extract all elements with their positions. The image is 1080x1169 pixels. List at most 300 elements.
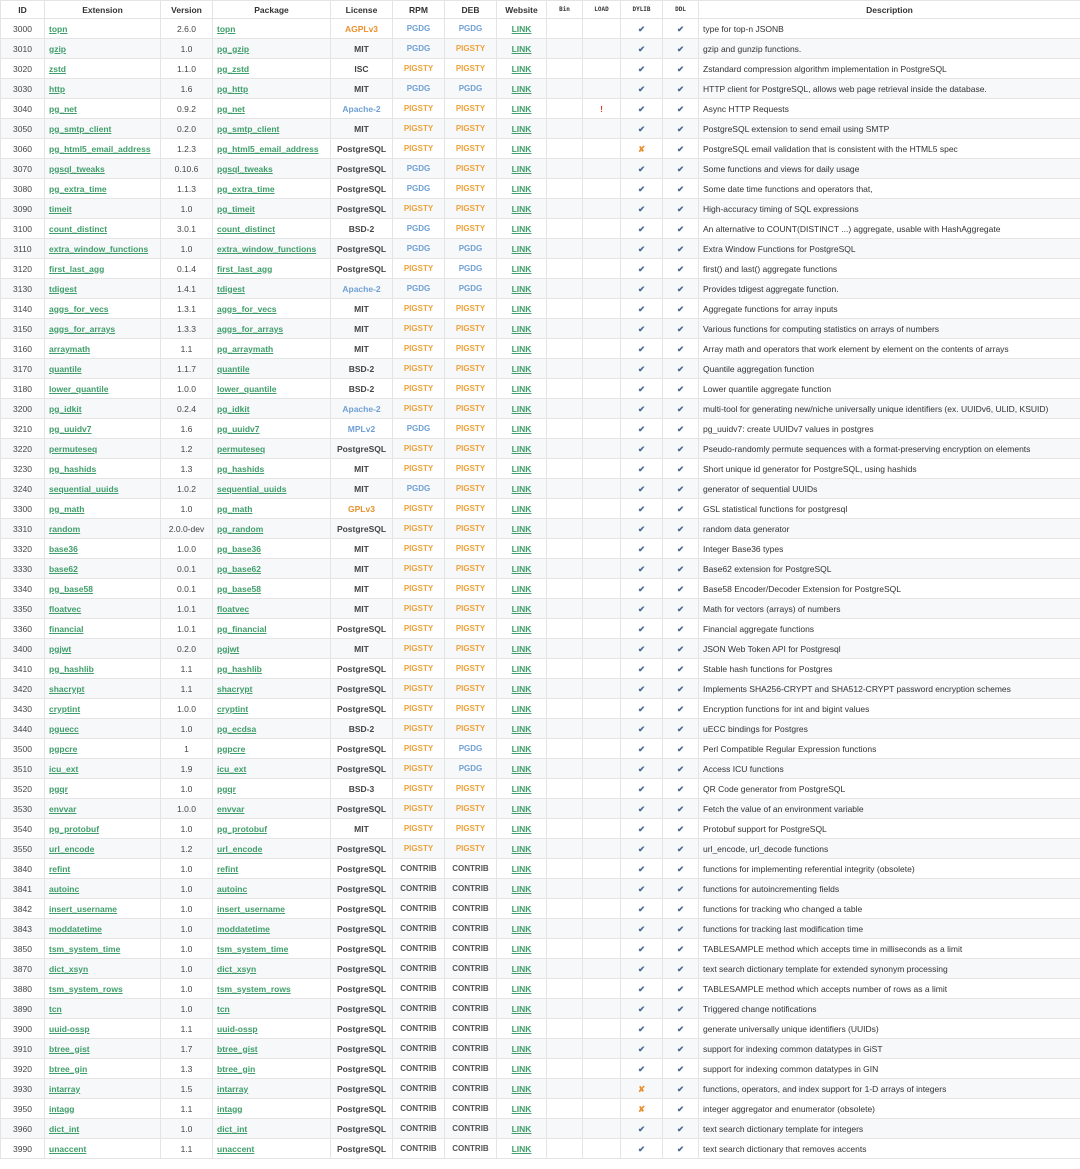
package-link[interactable]: pg_base62: [217, 563, 261, 574]
website-link[interactable]: LINK: [511, 523, 532, 534]
cell-ddl: ✔: [663, 259, 699, 279]
extension-link[interactable]: pgjwt: [49, 643, 72, 654]
package-link[interactable]: tsm_system_rows: [217, 983, 291, 994]
website-link[interactable]: LINK: [511, 723, 532, 734]
cell-dylib: ✔: [621, 1059, 663, 1079]
extension-link[interactable]: uuid-ossp: [49, 1023, 90, 1034]
col-header-dylib[interactable]: DYLIB: [621, 1, 663, 19]
cell-ddl: ✔: [663, 719, 699, 739]
cell-extension: [45, 1139, 161, 1159]
cell-rpm: PIGSTY: [393, 519, 445, 539]
cell-rpm: PGDG: [393, 39, 445, 59]
extension-link[interactable]: aggs_for_arrays: [49, 323, 116, 334]
extension-link[interactable]: dict_int: [49, 1123, 80, 1134]
website-link[interactable]: LINK: [511, 83, 532, 94]
website-link[interactable]: LINK: [511, 1103, 532, 1114]
extension-link[interactable]: unaccent: [49, 1143, 87, 1154]
cell-license: PostgreSQL: [331, 619, 393, 639]
package-link[interactable]: pg_idkit: [217, 403, 250, 414]
package-link[interactable]: dict_xsyn: [217, 963, 257, 974]
extension-link[interactable]: tdigest: [49, 283, 77, 294]
package-link[interactable]: pg_base36: [217, 543, 261, 554]
package-link[interactable]: lower_quantile: [217, 383, 277, 394]
cell-id: 3910: [1, 1039, 45, 1059]
package-link[interactable]: intagg: [217, 1103, 243, 1114]
extension-link[interactable]: tcn: [49, 1003, 62, 1014]
cell-version: 1.0: [161, 39, 213, 59]
website-link[interactable]: LINK: [511, 803, 532, 814]
package-link[interactable]: pg_net: [217, 103, 245, 114]
package-link[interactable]: pgjwt: [217, 643, 240, 654]
package-link[interactable]: envvar: [217, 803, 245, 814]
cell-license: MIT: [331, 599, 393, 619]
website-link[interactable]: LINK: [511, 943, 532, 954]
website-link[interactable]: LINK: [511, 403, 532, 414]
extension-link[interactable]: pgsql_tweaks: [49, 163, 105, 174]
cell-load: [583, 19, 621, 39]
col-header-rpm[interactable]: RPM: [393, 1, 445, 19]
package-link[interactable]: aggs_for_arrays: [217, 323, 284, 334]
extension-link[interactable]: intagg: [49, 1103, 75, 1114]
col-header-deb[interactable]: DEB: [445, 1, 497, 19]
extension-link[interactable]: btree_gist: [49, 1043, 90, 1054]
cell-id: 3840: [1, 859, 45, 879]
col-header-version[interactable]: Version: [161, 1, 213, 19]
cell-description: functions for autoincrementing fields: [699, 879, 1080, 899]
extension-link[interactable]: pg_smtp_client: [49, 123, 112, 134]
cell-package: [213, 279, 331, 299]
website-link[interactable]: LINK: [511, 663, 532, 674]
extension-link[interactable]: zstd: [49, 63, 66, 74]
extension-link[interactable]: pg_protobuf: [49, 823, 100, 834]
package-link[interactable]: pg_gzip: [217, 43, 250, 54]
col-header-load[interactable]: LOAD: [583, 1, 621, 19]
cell-deb: PIGSTY: [445, 199, 497, 219]
package-link[interactable]: extra_window_functions: [217, 243, 317, 254]
extension-link[interactable]: first_last_agg: [49, 263, 105, 274]
cell-bin: [547, 1139, 583, 1159]
table-row: [1, 959, 1080, 979]
cell-ddl: ✔: [663, 299, 699, 319]
cell-package: [213, 1139, 331, 1159]
cell-load: [583, 599, 621, 619]
website-link[interactable]: LINK: [511, 583, 532, 594]
website-link[interactable]: LINK: [511, 103, 532, 114]
extension-link[interactable]: base62: [49, 563, 78, 574]
extension-link[interactable]: count_distinct: [49, 223, 108, 234]
col-header-ddl[interactable]: DDL: [663, 1, 699, 19]
extension-link[interactable]: arraymath: [49, 343, 91, 354]
cell-description: Triggered change notifications: [699, 999, 1080, 1019]
extension-link[interactable]: financial: [49, 623, 84, 634]
cell-bin: [547, 939, 583, 959]
website-link[interactable]: LINK: [511, 483, 532, 494]
cell-load: [583, 319, 621, 339]
cell-ddl: ✔: [663, 819, 699, 839]
website-link[interactable]: LINK: [511, 1043, 532, 1054]
cell-version: 0.2.0: [161, 639, 213, 659]
website-link[interactable]: LINK: [511, 863, 532, 874]
cell-id: 3550: [1, 839, 45, 859]
website-link[interactable]: LINK: [511, 983, 532, 994]
website-link[interactable]: LINK: [511, 1123, 532, 1134]
package-link[interactable]: tcn: [217, 1003, 230, 1014]
package-link[interactable]: moddatetime: [217, 923, 270, 934]
cell-id: 3843: [1, 919, 45, 939]
package-link[interactable]: pg_hashlib: [217, 663, 262, 674]
website-link[interactable]: LINK: [511, 643, 532, 654]
cell-rpm: CONTRIB: [393, 959, 445, 979]
cell-package: [213, 1079, 331, 1099]
cell-package: [213, 399, 331, 419]
cell-dylib: ✔: [621, 239, 663, 259]
website-link[interactable]: LINK: [511, 123, 532, 134]
cell-bin: [547, 339, 583, 359]
website-link[interactable]: LINK: [511, 343, 532, 354]
extension-link[interactable]: intarray: [49, 1083, 81, 1094]
cell-dylib: ✔: [621, 439, 663, 459]
cell-dylib: ✔: [621, 519, 663, 539]
cell-extension: [45, 679, 161, 699]
package-link[interactable]: pg_extra_time: [217, 183, 275, 194]
website-link[interactable]: LINK: [511, 463, 532, 474]
cell-deb: PIGSTY: [445, 179, 497, 199]
extension-link[interactable]: sequential_uuids: [49, 483, 119, 494]
cell-rpm: CONTRIB: [393, 1119, 445, 1139]
package-link[interactable]: url_encode: [217, 843, 263, 854]
cell-license: PostgreSQL: [331, 859, 393, 879]
extension-link[interactable]: base36: [49, 543, 78, 554]
package-link[interactable]: pg_arraymath: [217, 343, 274, 354]
cell-description: High-accuracy timing of SQL expressions: [699, 199, 1080, 219]
cell-bin: [547, 299, 583, 319]
extension-link[interactable]: btree_gin: [49, 1063, 88, 1074]
cell-rpm: PIGSTY: [393, 619, 445, 639]
cell-license: MIT: [331, 819, 393, 839]
website-link[interactable]: LINK: [511, 743, 532, 754]
extension-link[interactable]: topn: [49, 23, 68, 34]
extension-link[interactable]: quantile: [49, 363, 82, 374]
website-link[interactable]: LINK: [511, 603, 532, 614]
extension-link[interactable]: http: [49, 83, 66, 94]
package-link[interactable]: pg_financial: [217, 623, 267, 634]
extension-link[interactable]: pg_idkit: [49, 403, 82, 414]
cell-extension: [45, 379, 161, 399]
website-link[interactable]: LINK: [511, 263, 532, 274]
extension-link[interactable]: pguecc: [49, 723, 79, 734]
cell-extension: [45, 199, 161, 219]
extension-link[interactable]: random: [49, 523, 81, 534]
package-link[interactable]: pg_hashids: [217, 463, 265, 474]
extension-link[interactable]: pgpcre: [49, 743, 78, 754]
website-link[interactable]: LINK: [511, 203, 532, 214]
package-link[interactable]: pgpcre: [217, 743, 246, 754]
col-header-website[interactable]: Website: [497, 1, 547, 19]
package-link[interactable]: btree_gin: [217, 1063, 256, 1074]
cell-version: 1.1: [161, 1139, 213, 1159]
extension-link[interactable]: insert_username: [49, 903, 118, 914]
cell-bin: [547, 479, 583, 499]
package-link[interactable]: pg_math: [217, 503, 253, 514]
extension-link[interactable]: refint: [49, 863, 71, 874]
website-link[interactable]: LINK: [511, 1083, 532, 1094]
extension-link[interactable]: pg_hashlib: [49, 663, 94, 674]
extension-link[interactable]: extra_window_functions: [49, 243, 149, 254]
cell-load: [583, 1039, 621, 1059]
package-link[interactable]: pgsql_tweaks: [217, 163, 273, 174]
cell-dylib: ✔: [621, 619, 663, 639]
website-link[interactable]: LINK: [511, 763, 532, 774]
package-link[interactable]: first_last_agg: [217, 263, 273, 274]
website-link[interactable]: LINK: [511, 443, 532, 454]
extension-link[interactable]: pg_html5_email_address: [49, 143, 151, 154]
cell-ddl: ✔: [663, 539, 699, 559]
package-link[interactable]: pg_http: [217, 83, 249, 94]
cell-website: [497, 779, 547, 799]
website-link[interactable]: LINK: [511, 703, 532, 714]
package-link[interactable]: dict_int: [217, 1123, 248, 1134]
extension-link[interactable]: tsm_system_rows: [49, 983, 123, 994]
package-link[interactable]: intarray: [217, 1083, 249, 1094]
website-link[interactable]: LINK: [511, 883, 532, 894]
cell-dylib: ✔: [621, 379, 663, 399]
package-link[interactable]: pg_timeit: [217, 203, 255, 214]
cell-version: 1.0: [161, 779, 213, 799]
website-link[interactable]: LINK: [511, 163, 532, 174]
cell-ddl: ✔: [663, 199, 699, 219]
website-link[interactable]: LINK: [511, 243, 532, 254]
website-link[interactable]: LINK: [511, 23, 532, 34]
col-header-description[interactable]: Description: [699, 1, 1080, 19]
col-header-extension[interactable]: Extension: [45, 1, 161, 19]
cell-load: [583, 579, 621, 599]
cell-website: [497, 359, 547, 379]
cell-bin: [547, 899, 583, 919]
website-link[interactable]: LINK: [511, 1003, 532, 1014]
table-row: [1, 419, 1080, 439]
cell-website: [497, 59, 547, 79]
website-link[interactable]: LINK: [511, 543, 532, 554]
package-link[interactable]: pg_random: [217, 523, 264, 534]
cell-version: 1.2: [161, 439, 213, 459]
extension-link[interactable]: tsm_system_time: [49, 943, 121, 954]
extension-link[interactable]: moddatetime: [49, 923, 102, 934]
table-row: [1, 719, 1080, 739]
website-link[interactable]: LINK: [511, 43, 532, 54]
website-link[interactable]: LINK: [511, 363, 532, 374]
cell-extension: [45, 959, 161, 979]
cell-load: [583, 59, 621, 79]
extension-link[interactable]: lower_quantile: [49, 383, 109, 394]
package-link[interactable]: aggs_for_vecs: [217, 303, 277, 314]
package-link[interactable]: quantile: [217, 363, 250, 374]
extension-link[interactable]: pg_extra_time: [49, 183, 107, 194]
package-link[interactable]: cryptint: [217, 703, 249, 714]
website-link[interactable]: LINK: [511, 503, 532, 514]
package-link[interactable]: sequential_uuids: [217, 483, 287, 494]
cell-website: [497, 799, 547, 819]
cell-license: PostgreSQL: [331, 679, 393, 699]
package-link[interactable]: refint: [217, 863, 239, 874]
extension-link[interactable]: envvar: [49, 803, 77, 814]
cell-id: 3960: [1, 1119, 45, 1139]
website-link[interactable]: LINK: [511, 783, 532, 794]
website-link[interactable]: LINK: [511, 843, 532, 854]
cell-package: [213, 559, 331, 579]
extension-link[interactable]: cryptint: [49, 703, 81, 714]
col-header-package[interactable]: Package: [213, 1, 331, 19]
website-link[interactable]: LINK: [511, 563, 532, 574]
package-link[interactable]: pg_base58: [217, 583, 261, 594]
col-header-bin[interactable]: Bin: [547, 1, 583, 19]
package-link[interactable]: icu_ext: [217, 763, 247, 774]
cell-ddl: ✔: [663, 19, 699, 39]
cell-version: 1.0.0: [161, 539, 213, 559]
package-link[interactable]: pg_ecdsa: [217, 723, 257, 734]
package-link[interactable]: pgqr: [217, 783, 236, 794]
website-link[interactable]: LINK: [511, 143, 532, 154]
cell-ddl: ✔: [663, 159, 699, 179]
table-row: [1, 1139, 1080, 1159]
extension-link[interactable]: url_encode: [49, 843, 95, 854]
extension-link[interactable]: pg_math: [49, 503, 85, 514]
website-link[interactable]: LINK: [511, 623, 532, 634]
extension-link[interactable]: permuteseq: [49, 443, 98, 454]
cell-deb: CONTRIB: [445, 1119, 497, 1139]
cell-license: PostgreSQL: [331, 919, 393, 939]
cell-deb: PIGSTY: [445, 499, 497, 519]
website-link[interactable]: LINK: [511, 903, 532, 914]
website-link[interactable]: LINK: [511, 183, 532, 194]
extension-link[interactable]: floatvec: [49, 603, 82, 614]
website-link[interactable]: LINK: [511, 1063, 532, 1074]
package-link[interactable]: tdigest: [217, 283, 245, 294]
extension-link[interactable]: pg_net: [49, 103, 77, 114]
website-link[interactable]: LINK: [511, 683, 532, 694]
cell-dylib: ✔: [621, 319, 663, 339]
cell-ddl: ✔: [663, 679, 699, 699]
website-link[interactable]: LINK: [511, 383, 532, 394]
cell-deb: PGDG: [445, 759, 497, 779]
website-link[interactable]: LINK: [511, 1023, 532, 1034]
cell-version: 1.0.0: [161, 699, 213, 719]
cell-bin: [547, 419, 583, 439]
cell-id: 3890: [1, 999, 45, 1019]
cell-rpm: PIGSTY: [393, 459, 445, 479]
website-link[interactable]: LINK: [511, 423, 532, 434]
website-link[interactable]: LINK: [511, 323, 532, 334]
cell-package: [213, 59, 331, 79]
table-row: [1, 539, 1080, 559]
extension-link[interactable]: timeit: [49, 203, 72, 214]
extension-link[interactable]: shacrypt: [49, 683, 85, 694]
cell-rpm: PGDG: [393, 179, 445, 199]
cell-version: 0.1.4: [161, 259, 213, 279]
cell-license: PostgreSQL: [331, 139, 393, 159]
website-link[interactable]: LINK: [511, 1143, 532, 1154]
website-link[interactable]: LINK: [511, 923, 532, 934]
extension-link[interactable]: autoinc: [49, 883, 80, 894]
package-link[interactable]: pg_zstd: [217, 63, 250, 74]
cell-rpm: CONTRIB: [393, 999, 445, 1019]
extension-link[interactable]: icu_ext: [49, 763, 79, 774]
extension-link[interactable]: pg_uuidv7: [49, 423, 92, 434]
extension-link[interactable]: gzip: [49, 43, 66, 54]
cell-version: 1.0: [161, 859, 213, 879]
cell-deb: CONTRIB: [445, 1099, 497, 1119]
cell-bin: [547, 459, 583, 479]
website-link[interactable]: LINK: [511, 63, 532, 74]
extension-link[interactable]: pgqr: [49, 783, 68, 794]
package-link[interactable]: pg_protobuf: [217, 823, 268, 834]
cell-extension: [45, 1119, 161, 1139]
package-link[interactable]: topn: [217, 23, 236, 34]
cell-deb: PIGSTY: [445, 699, 497, 719]
cell-dylib: ✔: [621, 819, 663, 839]
package-link[interactable]: pg_smtp_client: [217, 123, 280, 134]
cell-license: MPLv2: [331, 419, 393, 439]
cell-deb: CONTRIB: [445, 899, 497, 919]
package-link[interactable]: permuteseq: [217, 443, 266, 454]
website-link[interactable]: LINK: [511, 283, 532, 294]
cell-package: [213, 899, 331, 919]
package-link[interactable]: pg_html5_email_address: [217, 143, 319, 154]
table-row: [1, 659, 1080, 679]
col-header-id[interactable]: ID: [1, 1, 45, 19]
cell-id: 3440: [1, 719, 45, 739]
package-link[interactable]: count_distinct: [217, 223, 276, 234]
cell-ddl: ✔: [663, 479, 699, 499]
cell-package: [213, 1059, 331, 1079]
package-link[interactable]: unaccent: [217, 1143, 255, 1154]
package-link[interactable]: btree_gist: [217, 1043, 258, 1054]
cell-ddl: ✔: [663, 579, 699, 599]
package-link[interactable]: shacrypt: [217, 683, 253, 694]
package-link[interactable]: autoinc: [217, 883, 248, 894]
cell-dylib: ✔: [621, 859, 663, 879]
package-link[interactable]: tsm_system_time: [217, 943, 289, 954]
cell-load: [583, 199, 621, 219]
extension-link[interactable]: aggs_for_vecs: [49, 303, 109, 314]
cell-deb: PIGSTY: [445, 639, 497, 659]
cell-id: 3090: [1, 199, 45, 219]
cell-deb: PIGSTY: [445, 779, 497, 799]
table-row: [1, 219, 1080, 239]
col-header-license[interactable]: License: [331, 1, 393, 19]
cell-rpm: PIGSTY: [393, 599, 445, 619]
extension-link[interactable]: pg_hashids: [49, 463, 97, 474]
website-link[interactable]: LINK: [511, 223, 532, 234]
cell-dylib: ✔: [621, 119, 663, 139]
extension-link[interactable]: dict_xsyn: [49, 963, 89, 974]
extension-link[interactable]: pg_base58: [49, 583, 93, 594]
website-link[interactable]: LINK: [511, 963, 532, 974]
cell-ddl: ✔: [663, 119, 699, 139]
cell-dylib: ✔: [621, 399, 663, 419]
package-link[interactable]: floatvec: [217, 603, 250, 614]
package-link[interactable]: pg_uuidv7: [217, 423, 260, 434]
package-link[interactable]: uuid-ossp: [217, 1023, 258, 1034]
package-link[interactable]: insert_username: [217, 903, 286, 914]
cell-id: 3880: [1, 979, 45, 999]
cell-bin: [547, 379, 583, 399]
cell-deb: PIGSTY: [445, 459, 497, 479]
cell-license: PostgreSQL: [331, 959, 393, 979]
website-link[interactable]: LINK: [511, 303, 532, 314]
website-link[interactable]: LINK: [511, 823, 532, 834]
cell-ddl: ✔: [663, 879, 699, 899]
cell-load: [583, 559, 621, 579]
